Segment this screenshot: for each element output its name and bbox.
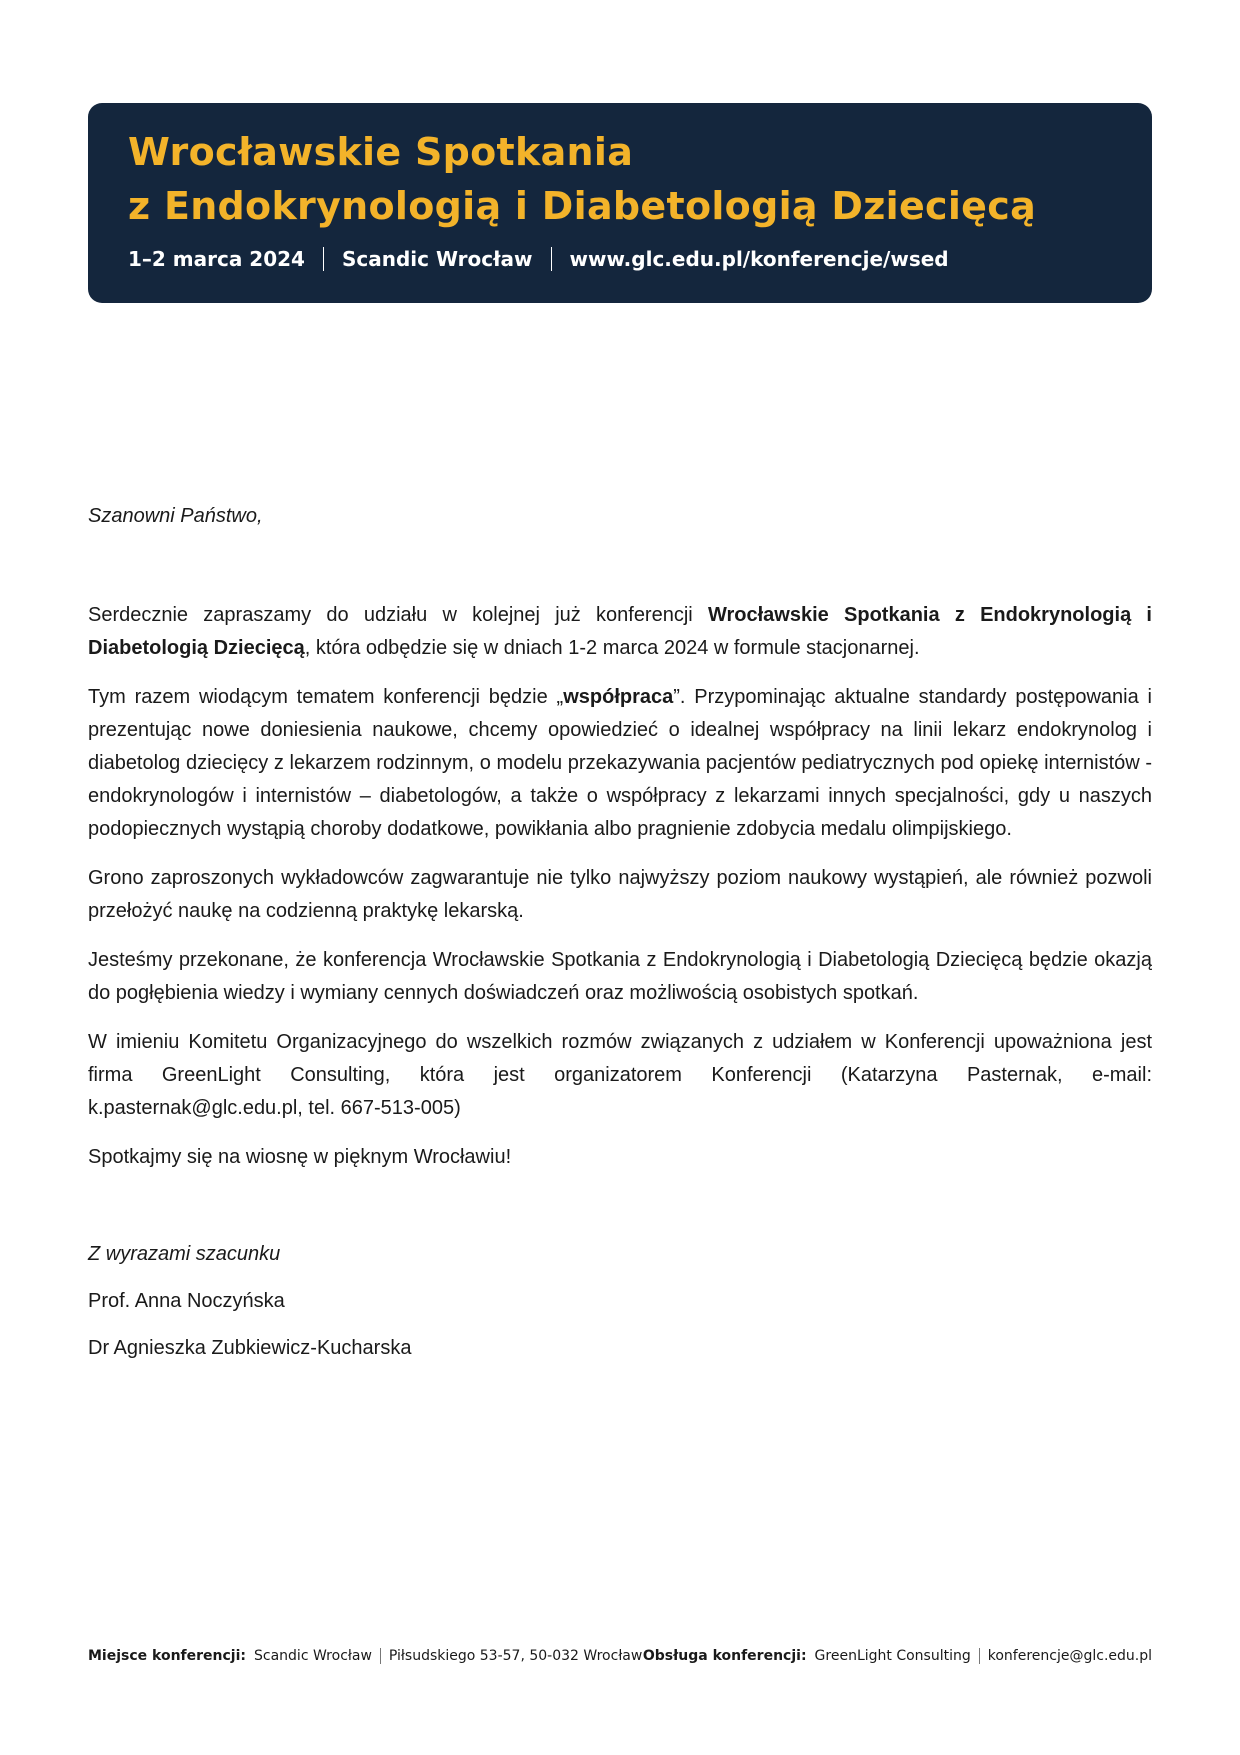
paragraph-farewell: Spotkajmy się na wiosnę w pięknym Wrocławiu! — [88, 1146, 512, 1168]
p2-text-a: Tym razem wiodącym tematem konferencji będzie „ — [88, 686, 564, 708]
p2-theme-word: współpraca — [563, 686, 674, 708]
signature-2: Dr Agnieszka Zubkiewicz-Kucharska — [88, 1337, 412, 1359]
banner-meta — [128, 247, 1112, 271]
paragraph-invitation — [88, 599, 1152, 665]
footer-venue-address: Piłsudskiego 53-57, 50-032 Wrocław — [388, 1648, 643, 1664]
footer-divider — [380, 1648, 381, 1664]
p1-text-a: Serdecznie zapraszamy do udziału w kolejnej już konferencji — [88, 604, 708, 626]
footer-venue-label: Miejsce konferencji: — [88, 1648, 246, 1664]
paragraph-contact: W imieniu Komitetu Organizacyjnego do wszelkich rozmów związanych z udziałem w Konferencji upoważniona jest firma GreenLight Consulting, która jest organizatorem Konferencji (Katarzyna Pasternak, e-mail: k.pasternak@glc.edu.pl, tel. 667-513-005) — [88, 1031, 1152, 1119]
footer-venue — [88, 1648, 642, 1664]
banner-divider — [551, 247, 552, 271]
paragraph-opportunity: Jesteśmy przekonane, że konferencja Wrocławskie Spotkania z Endokrynologią i Diabetologią Dziecięcą będzie okazją do pogłębienia wiedzy i wymiany cennych doświadczeń oraz możliwością osobistych spotkań. — [88, 949, 1152, 1004]
paragraph-lecturers: Grono zaproszonych wykładowców zagwarantuje nie tylko najwyższy poziom naukowy wystąpień, ale również pozwoli przełożyć naukę na codzienną praktykę lekarską. — [88, 867, 1152, 922]
banner-url[interactable]: www.glc.edu.pl/konferencje/wsed — [569, 247, 949, 271]
footer-service-email[interactable]: konferencje@glc.edu.pl — [987, 1648, 1152, 1664]
banner-title — [128, 125, 1112, 233]
banner-divider — [323, 247, 324, 271]
banner-date: 1–2 marca 2024 — [128, 247, 305, 271]
closing: Z wyrazami szacunku — [88, 1243, 281, 1265]
letter-body — [88, 500, 1152, 1379]
footer-divider — [979, 1648, 980, 1664]
footer-service — [643, 1648, 1152, 1664]
paragraph-theme — [88, 681, 1152, 846]
banner-venue: Scandic Wrocław — [341, 247, 533, 271]
banner-title-line2: z Endokrynologią i Diabetologią Dziecięcą — [128, 184, 1037, 228]
signature-1: Prof. Anna Noczyńska — [88, 1290, 285, 1312]
p1-text-b: , która odbędzie się w dniach 1-2 marca 2024 w formule stacjonarnej. — [304, 637, 920, 659]
greeting: Szanowni Państwo, — [88, 505, 263, 527]
p2-text-b: ”. Przypominając aktualne standardy postępowania i prezentując nowe doniesienia naukowe, chcemy opowiedzieć o idealnej współpracy na linii lekarz endokrynolog i diabetolog dziecięcy z lekarzem rodzinnym, o modelu przekazywania pacjentów pediatrycznych pod opiekę internistów - endokrynologów i internistów – diabetologów, a także o współpracy z lekarzami innych specjalności, gdy u naszych podopiecznych wystąpią choroby dodatkowe, powikłania albo pragnienie zdobycia medalu olimpijskiego. — [88, 686, 1152, 840]
conference-banner — [88, 103, 1152, 303]
footer-venue-name: Scandic Wrocław — [254, 1648, 372, 1664]
p1-conference-name: Wrocławskie Spotkania z Endokrynologią i Diabetologią Dziecięcą — [88, 604, 1152, 659]
footer-service-name: GreenLight Consulting — [814, 1648, 971, 1664]
banner-title-line1: Wrocławskie Spotkania — [128, 130, 634, 174]
footer-service-label: Obsługa konferencji: — [642, 1648, 807, 1664]
page-footer — [88, 1648, 1152, 1664]
